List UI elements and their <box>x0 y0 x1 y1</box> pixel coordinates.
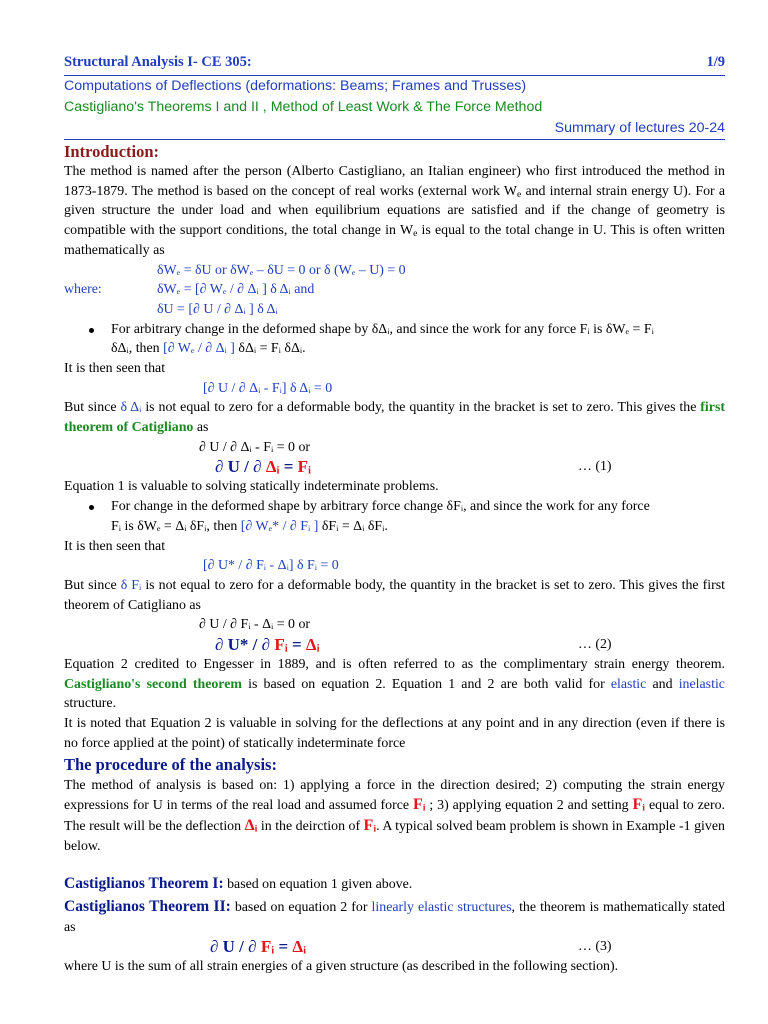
spacer <box>64 856 725 874</box>
page-number: 1/9 <box>706 54 725 70</box>
equation-a: ∂ U / ∂ Δᵢ - Fᵢ = 0 or <box>199 439 311 455</box>
where-label: where: <box>64 282 102 298</box>
equation-number-3: … (3) <box>578 939 612 955</box>
header-row <box>64 54 725 74</box>
bullet-arbitrary-change: For arbitrary change in the deformed shape by δΔᵢ, and since the work for any force Fᵢ is δWₑ = Fᵢ δΔᵢ, then [∂ Wₑ / ∂ Δᵢ ] δΔᵢ = Fᵢ δΔᵢ. <box>64 320 725 359</box>
theorem-2-label: Castiglianos Theorem II: <box>64 898 231 916</box>
bullet-force-change: For change in the deformed shape by arbitrary force change δFᵢ, and since the work for any force Fᵢ is δWₑ = Δᵢ δFᵢ, then [∂ Wₑ* / ∂ Fᵢ ] δFᵢ = Δᵢ δFᵢ. <box>64 497 725 536</box>
subtitle-deflections: Computations of Deflections (deformations: Beams; Frames and Trusses) <box>64 78 527 94</box>
equation-3: ∂ U / ∂ Fᵢ = Δᵢ … (3) <box>210 937 612 957</box>
theorem-1-label: Castiglianos Theorem I: <box>64 875 224 893</box>
second-theorem-label: Castigliano's second theorem <box>64 676 242 692</box>
but-since-paragraph-1: But since δ Δᵢ is not equal to zero for a deformable body, the quantity in the bracket is set to zero. This gives the first theorem of Catigliano as <box>64 400 725 436</box>
equation-number-1: … (1) <box>578 459 612 475</box>
equation-1-note: Equation 1 is valuable to solving statically indeterminate problems. <box>64 479 439 495</box>
equation-where-line <box>64 280 725 300</box>
introduction-heading: Introduction: <box>64 142 160 161</box>
linearly-elastic-term: linearly elastic structures <box>371 900 512 916</box>
inelastic-term: inelastic <box>678 676 725 692</box>
equation-number-2: … (2) <box>578 637 612 653</box>
equation-work-energy: δWₑ = δU or δWₑ – δU = 0 or δ (Wₑ – U) = 0 <box>157 262 406 278</box>
introduction-paragraph: The method is named after the person (Alberto Castigliano, an Italian engineer) who first introduced the method in 1873-1879. The method is based on the concept of real works (external work $W_e$ and internal strain energy U). For a given structure the under load and when equilibrium equations are satisfied and if the change of geometry is compatible with the support conditions, the total change in $W_e$ is equal to the total change in U. This is often written mathematically as <box>64 164 725 258</box>
elastic-term: elastic <box>610 676 647 692</box>
equation-strain-energy: δU = [∂ U / ∂ Δᵢ ] δ Δᵢ <box>157 301 278 317</box>
equation-b: ∂ U / ∂ Fᵢ - Δᵢ = 0 or <box>199 617 311 633</box>
procedure-paragraph: The method of analysis is based on: 1) applying a force in the direction desired; 2) computing the strain energy expressions for U in terms of the real load and assumed force Fᵢ ; 3) applying equation 2 and setting Fᵢ equal to zero. The result will be the deflection Δᵢ in the deirction of Fᵢ. A typical solved beam problem is shown in Example -1 given below. <box>64 777 725 854</box>
but-since-paragraph-2: But since δ Fᵢ is not equal to zero for a deformable body, the quantity in the bracket is set to zero. This gives the first theorem of Catigliano as <box>64 577 725 613</box>
seen-text-2: It is then seen that <box>64 538 166 554</box>
document-page <box>64 54 725 977</box>
procedure-heading: The procedure of the analysis: <box>64 754 277 774</box>
theorem-2-paragraph: Castiglianos Theorem II: based on equation 2 for linearly elastic structures, the theorem is mathematically stated as <box>64 898 726 935</box>
closing-sentence: where U is the sum of all strain energies of a given structure (as described in the following section). <box>64 959 619 975</box>
summary-rule <box>64 139 725 140</box>
first-theorem-label: first theorem of Catigliano <box>64 400 725 436</box>
course-title: Structural Analysis I- CE 305: <box>64 54 252 70</box>
equation-2: ∂ U* / ∂ Fᵢ = Δᵢ … (2) <box>215 635 612 655</box>
summary-lectures: Summary of lectures 20-24 <box>554 120 725 136</box>
noted-paragraph: It is noted that Equation 2 is valuable in solving for the deflections at any point and in any direction (even if there is no force applied at the point) of statically indeterminate force <box>64 716 725 751</box>
equation-bracket-2: [∂ U* / ∂ Fᵢ - Δᵢ] δ Fᵢ = 0 <box>203 558 339 574</box>
equation-bracket-1: [∂ U / ∂ Δᵢ - Fᵢ] δ Δᵢ = 0 <box>203 380 333 396</box>
engesser-paragraph: Equation 2 credited to Engesser in 1889, and is often referred to as the complimentary strain energy theorem. Castigliano's second theorem is based on equation 2. Equation 1 and 2 are both valid for elastic and inelastic structure. <box>64 657 725 712</box>
subtitle-theorems: Castigliano's Theorems I and II , Method of Least Work & The Force Method <box>64 99 543 115</box>
equation-external-work: δWₑ = [∂ Wₑ / ∂ Δᵢ ] δ Δᵢ and <box>157 282 315 298</box>
equation-1: ∂ U / ∂ Δᵢ = Fᵢ … (1) <box>215 457 612 477</box>
theorem-1-line: Castiglianos Theorem I: based on equation 1 given above. <box>64 875 413 893</box>
seen-text-1: It is then seen that <box>64 360 166 376</box>
